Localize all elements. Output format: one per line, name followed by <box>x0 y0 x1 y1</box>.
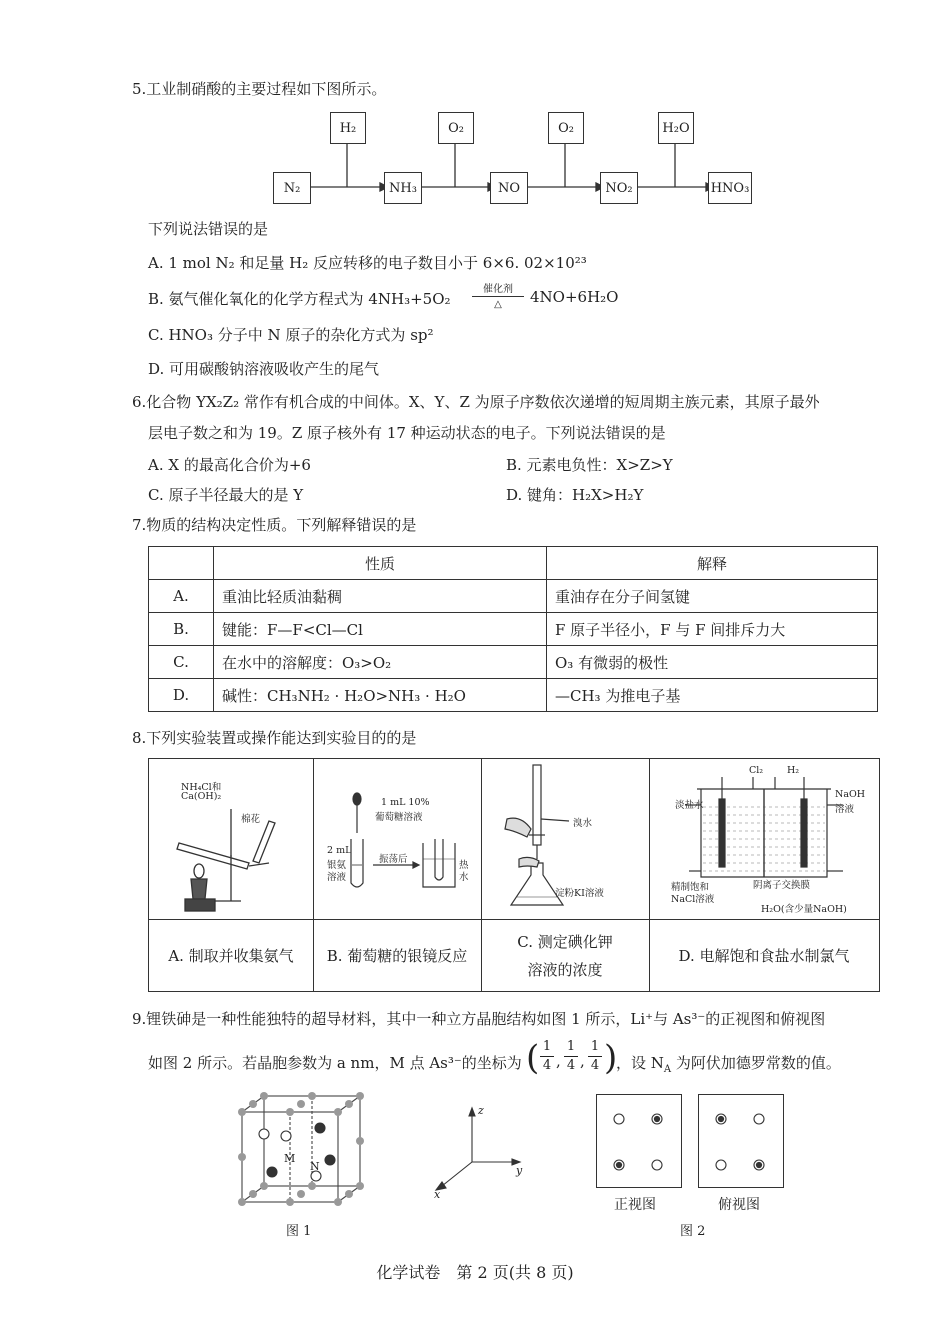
label-cotton: 棉花 <box>241 814 261 825</box>
label-nacl: NaCl溶液 <box>671 894 715 905</box>
coord-den: 4 <box>542 1058 552 1073</box>
q6-option-d: D. 键角：H₂X>H₂Y <box>506 486 644 504</box>
apparatus-c <box>481 759 650 919</box>
q6-option-b: B. 元素电负性：X>Z>Y <box>506 456 673 474</box>
table-cell: 碱性：CH₃NH₂ · H₂O>NH₃ · H₂O <box>214 679 547 712</box>
q5-catalyst: 催化剂 <box>483 284 513 295</box>
flow-hno3: HNO₃ <box>708 172 752 204</box>
silver-mirror-drawing <box>313 759 481 919</box>
label-starch-ki: 淀粉KI溶液 <box>555 888 604 899</box>
q5-option-b-prefix: B. 氨气催化氧化的化学方程式为 4NH₃+5O₂ <box>148 290 451 308</box>
flow-no: NO <box>490 172 528 204</box>
top-view-atoms <box>699 1095 783 1187</box>
q7-table <box>148 546 878 712</box>
label-nh4cl: NH₄Cl和 <box>181 782 222 793</box>
coord-comma: , <box>580 1052 585 1070</box>
front-view-atoms <box>597 1095 681 1187</box>
axis-y-label: y <box>516 1164 523 1177</box>
coord-frac-1 <box>540 1038 554 1075</box>
axes-figure <box>428 1104 528 1194</box>
q7-stem: 7.物质的结构决定性质。下列解释错误的是 <box>132 516 417 534</box>
coord-comma: , <box>556 1052 561 1070</box>
axis-z-label: z <box>478 1104 484 1117</box>
label-point-m: M <box>284 1152 296 1165</box>
figure-2-caption: 图 2 <box>680 1224 706 1239</box>
label-glucose: 葡萄糖溶液 <box>375 812 423 823</box>
label-silver-2: 溶液 <box>327 872 347 883</box>
front-view-box <box>596 1094 682 1188</box>
label-h2: H₂ <box>787 765 800 776</box>
ammonia-apparatus-drawing <box>169 799 299 914</box>
label-silver-1: 银氨 <box>327 860 347 871</box>
caption-c <box>481 919 650 992</box>
apparatus-b <box>313 759 482 919</box>
label-bromine: 溴水 <box>573 818 593 829</box>
q5-stem: 5.工业制硝酸的主要过程如下图所示。 <box>132 80 387 98</box>
electrolysis-drawing <box>649 759 879 919</box>
coord-den: 4 <box>590 1058 600 1073</box>
table-cell: C. <box>149 646 214 679</box>
q6-option-a: A. X 的最高化合价为+6 <box>148 456 311 474</box>
table-cell: 键能：F—F<Cl—Cl <box>214 613 547 646</box>
table-header-row <box>149 547 878 580</box>
caption-b: B. 葡萄糖的银镜反应 <box>313 919 482 992</box>
table-cell: O₃ 有微弱的极性 <box>547 646 878 679</box>
q8-stem: 8.下列实验装置或操作能达到实验目的的是 <box>132 729 417 747</box>
table-row <box>149 580 878 613</box>
q9-line2-a: 如图 2 所示。若晶胞参数为 a nm，M 点 As³⁻的坐标为 <box>148 1054 522 1072</box>
label-point-n: N <box>310 1160 320 1173</box>
q9-line2-c: 为阿伏加德罗常数的值。 <box>671 1054 841 1072</box>
figure-1-caption: 图 1 <box>286 1224 312 1239</box>
apparatus-d <box>649 759 879 919</box>
top-view-caption: 俯视图 <box>718 1197 760 1213</box>
label-brine: 精制饱和 <box>671 882 710 893</box>
label-caoh2: Ca(OH)₂ <box>181 791 222 802</box>
table-row <box>149 679 878 712</box>
label-shake: 振荡后 <box>379 854 408 865</box>
table-cell: 重油存在分子间氢键 <box>547 580 878 613</box>
table-cell: 重油比轻质油黏稠 <box>214 580 547 613</box>
q6-option-c: C. 原子半径最大的是 Y <box>148 486 304 504</box>
table-cell: B. <box>149 613 214 646</box>
caption-c-line1: C. 测定碘化钾 <box>517 933 613 951</box>
q5-heat: △ <box>494 299 502 310</box>
label-membrane: 阴离子交换膜 <box>753 880 811 891</box>
flow-top-o2-2: O₂ <box>548 112 584 144</box>
q9-line2-sub: A <box>663 1064 672 1075</box>
q5-ask: 下列说法错误的是 <box>148 220 269 238</box>
flow-top-h2o: H₂O <box>658 112 694 144</box>
apparatus-a <box>149 759 314 919</box>
titration-drawing <box>481 759 649 919</box>
coord-den: 4 <box>566 1058 576 1073</box>
q5-option-b-suffix: 4NO+6H₂O <box>530 288 619 306</box>
flow-nh3: NH₃ <box>384 172 422 204</box>
table-cell: 在水中的溶解度：O₃>O₂ <box>214 646 547 679</box>
label-water: H₂O(含少量NaOH) <box>761 904 847 915</box>
axis-x-label: x <box>434 1188 441 1201</box>
table-cell: F 原子半径小，F 与 F 间排斥力大 <box>547 613 878 646</box>
label-silver-vol: 2 mL <box>327 845 352 856</box>
label-naoh-sol: 溶液 <box>835 804 855 815</box>
unit-cell-figure <box>230 1092 380 1212</box>
table-header <box>149 547 214 580</box>
q9-line1: 9.锂铁砷是一种性能独特的超导材料，其中一种立方晶胞结构如图 1 所示，Li⁺与 As³⁻的正视图和俯视图 <box>132 1010 826 1028</box>
label-cl2: Cl₂ <box>749 765 764 776</box>
q5-option-c: C. HNO₃ 分子中 N 原子的杂化方式为 sp² <box>148 326 434 344</box>
q5-option-a: A. 1 mol N₂ 和足量 H₂ 反应转移的电子数目小于 6×6. 02×10²³ <box>148 254 587 272</box>
table-cell: D. <box>149 679 214 712</box>
page-footer: 化学试卷 第 2 页(共 8 页) <box>376 1263 574 1282</box>
flow-top-h2: H₂ <box>330 112 366 144</box>
caption-d: D. 电解饱和食盐水制氯气 <box>649 919 879 992</box>
coord-num: 1 <box>540 1038 554 1057</box>
table-row <box>149 646 878 679</box>
coord-paren-left: ( <box>526 1038 540 1078</box>
q8-apparatus-table <box>148 758 880 992</box>
table-cell: —CH₃ 为推电子基 <box>547 679 878 712</box>
q6-line1: 6.化合物 YX₂Z₂ 常作有机合成的中间体。X、Y、Z 为原子序数依次递增的短周期主族元素，其原子最外 <box>132 393 820 411</box>
q9-line2-b-text: ，设 N <box>616 1054 664 1072</box>
front-view-caption: 正视图 <box>614 1197 656 1213</box>
caption-c-line2: 溶液的浓度 <box>527 961 603 979</box>
coord-frac-3 <box>588 1038 602 1075</box>
table-cell: A. <box>149 580 214 613</box>
flow-no2: NO₂ <box>600 172 638 204</box>
label-glucose-vol: 1 mL 10% <box>381 797 430 808</box>
coord-frac-2 <box>564 1038 578 1075</box>
label-hot-1: 热 <box>459 860 469 871</box>
table-row <box>149 613 878 646</box>
caption-a: A. 制取并收集氨气 <box>149 919 314 992</box>
coord-num: 1 <box>588 1038 602 1057</box>
coord-num: 1 <box>564 1038 578 1057</box>
label-naoh: NaOH <box>835 789 866 800</box>
flow-n2: N₂ <box>273 172 311 204</box>
label-hot-2: 水 <box>459 872 469 883</box>
table-header: 性质 <box>214 547 547 580</box>
q9-line2-b <box>616 1052 841 1075</box>
coord-paren-right: ) <box>604 1038 618 1078</box>
top-view-box <box>698 1094 784 1188</box>
q5-option-d: D. 可用碳酸钠溶液吸收产生的尾气 <box>148 360 380 378</box>
q6-line2: 层电子数之和为 19。Z 原子核外有 17 种运动状态的电子。下列说法错误的是 <box>148 424 666 442</box>
flow-top-o2-1: O₂ <box>438 112 474 144</box>
table-header: 解释 <box>547 547 878 580</box>
q5-arrow-line <box>472 296 524 297</box>
label-dilute-brine: 淡盐水 <box>675 800 704 811</box>
